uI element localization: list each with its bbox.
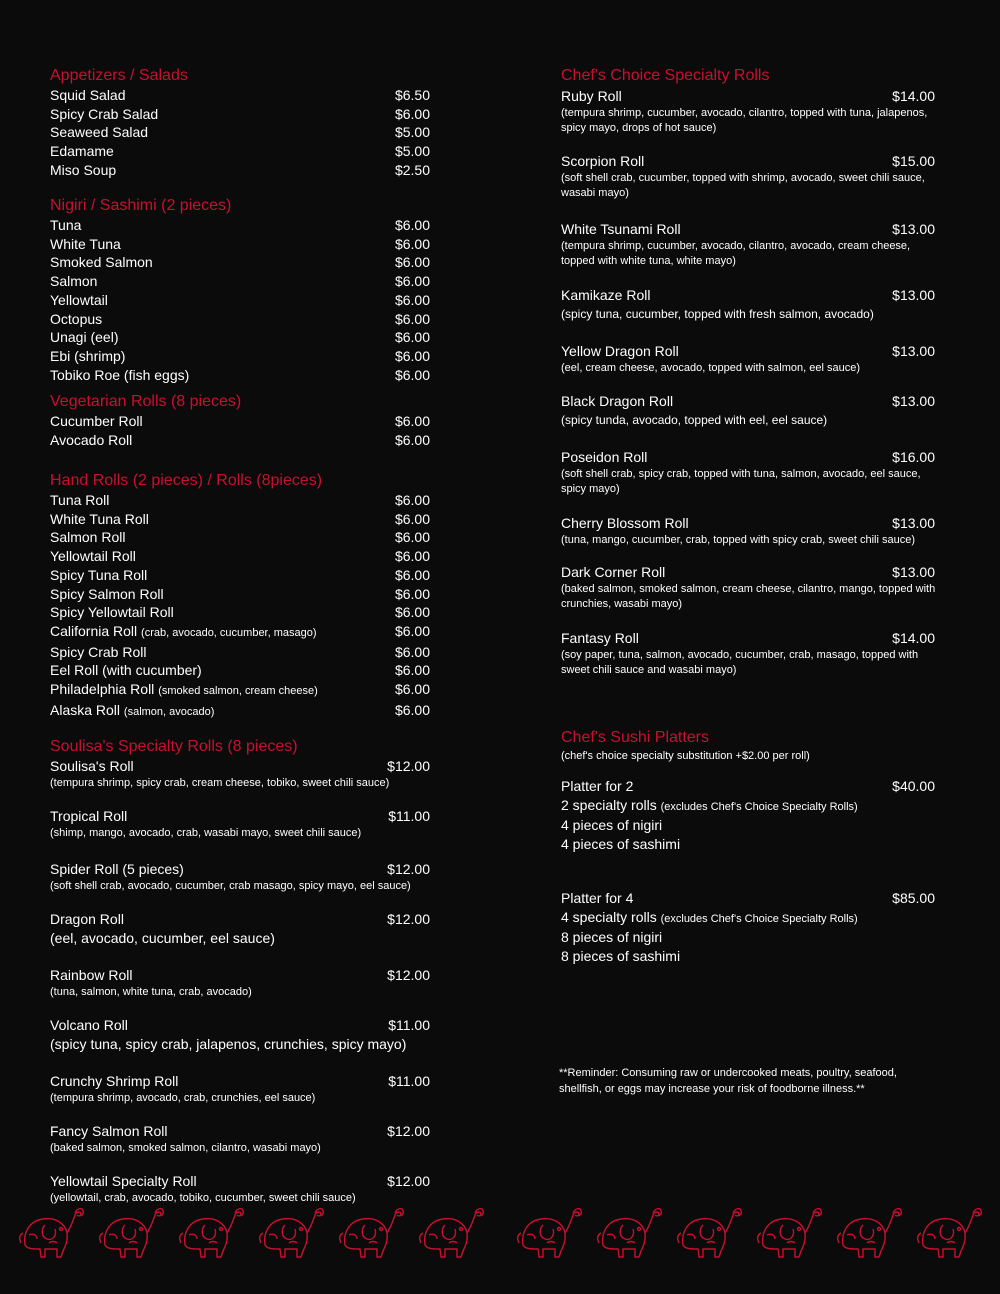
- item-description: (eel, avocado, cucumber, eel sauce): [50, 929, 275, 946]
- item-price: $14.00: [892, 630, 935, 646]
- item-name: Dark Corner Roll: [561, 564, 666, 580]
- item-name: Cherry Blossom Roll: [561, 515, 689, 531]
- section-title: Vegetarian Rolls (8 pieces): [50, 393, 242, 410]
- menu-item: [50, 253, 430, 272]
- item-price: $6.00: [394, 310, 430, 327]
- item-name: [50, 291, 395, 310]
- item-name: [50, 510, 395, 529]
- item-price: $13.00: [892, 393, 935, 409]
- elephant-icon: [673, 1205, 743, 1261]
- item-description: (tempura shrimp, spicy crab, cream cheese, tobiko, sweet chili sauce): [50, 776, 390, 789]
- specialty-roll: [50, 966, 430, 1000]
- item-name: Platter for 2: [561, 778, 634, 794]
- menu-item: [50, 161, 430, 180]
- menu-item: [50, 272, 430, 291]
- item-price: $6.00: [394, 585, 430, 602]
- platter-header: [561, 889, 935, 908]
- item-description: (baked salmon, smoked salmon, cream cheese, cilantro, mango, topped with crunchies, wasabi mayo): [561, 582, 936, 611]
- item-description: (soft shell crab, spicy crab, topped with tuna, salmon, avocado, eel sauce, spicy mayo): [561, 467, 921, 496]
- item-price: $6.00: [394, 510, 430, 527]
- item-name: Fantasy Roll: [561, 630, 639, 646]
- item-name: [50, 585, 395, 604]
- appetizers-section: [50, 66, 430, 180]
- item-name: [50, 431, 395, 450]
- item-price: $13.00: [892, 343, 935, 359]
- item-description: (spicy tuna, cucumber, topped with fresh salmon, avocado): [561, 306, 874, 321]
- item-price: $11.00: [388, 1017, 430, 1033]
- item-price: $12.00: [387, 1173, 430, 1189]
- menu-item: [50, 216, 430, 235]
- item-price: $6.00: [394, 643, 430, 660]
- item-price: $6.00: [394, 273, 430, 290]
- item-name: Rainbow Roll: [50, 967, 133, 983]
- item-price: $6.00: [394, 413, 430, 429]
- item-label: Miso Soup: [50, 161, 117, 178]
- elephant-icon: [335, 1205, 405, 1261]
- elephant-border: [0, 1205, 1000, 1261]
- specialty-roll: [561, 220, 941, 270]
- item-price: $5.00: [394, 143, 430, 160]
- item-price: $6.00: [394, 347, 430, 364]
- vegetarian-section: [50, 392, 430, 449]
- roll-header: [50, 860, 430, 879]
- elephant-icon: [175, 1205, 245, 1261]
- item-price: $12.00: [387, 861, 430, 877]
- specialty-roll: [561, 392, 941, 429]
- item-note: (salmon, avocado): [123, 705, 215, 718]
- specialty-roll: [561, 629, 941, 679]
- soulisa-section: [50, 737, 430, 757]
- item-label: Squid Salad: [50, 87, 126, 103]
- item-name: Black Dragon Roll: [561, 393, 674, 409]
- item-name: Soulisa's Roll: [50, 758, 134, 774]
- item-price: $6.00: [394, 604, 430, 621]
- specialty-roll: [50, 1122, 430, 1156]
- menu-item: [50, 585, 430, 604]
- item-name: [50, 105, 395, 124]
- item-description: (tempura shrimp, avocado, crab, crunchies, eel sauce): [50, 1091, 316, 1104]
- item-label: Spicy Crab Roll: [50, 643, 147, 660]
- item-label: Octopus: [50, 310, 103, 327]
- item-name: [50, 566, 395, 585]
- item-description: (tempura shrimp, cucumber, avocado, cilantro, avocado, cream cheese, topped with white tuna, white mayo): [561, 239, 911, 268]
- roll-header: [561, 448, 935, 467]
- item-price: $14.00: [892, 88, 935, 104]
- item-name: [50, 661, 395, 680]
- specialty-roll: [50, 757, 430, 791]
- item-name: Dragon Roll: [50, 911, 124, 927]
- item-name: [50, 701, 395, 722]
- roll-header: [561, 152, 935, 171]
- item-price: $12.00: [387, 758, 430, 774]
- item-price: $6.00: [394, 329, 430, 346]
- menu-item: [50, 491, 430, 510]
- item-label: Salmon: [50, 273, 98, 290]
- item-name: [50, 328, 395, 347]
- item-description: (tuna, mango, cucumber, crab, topped with spicy crab, sweet chili sauce): [561, 533, 916, 546]
- platter-line: 8 pieces of nigiri: [561, 929, 663, 946]
- platter-line: 8 pieces of sashimi: [561, 948, 681, 965]
- item-price: $85.00: [892, 890, 935, 906]
- menu-item: [50, 547, 430, 566]
- elephant-icon: [255, 1205, 325, 1261]
- item-label: White Tuna Roll: [50, 510, 149, 527]
- elephant-icon: [95, 1205, 165, 1261]
- item-name: [50, 622, 395, 643]
- item-name: [50, 366, 395, 385]
- item-name: White Tsunami Roll: [561, 221, 681, 237]
- item-price: $6.00: [394, 662, 430, 679]
- menu-item: [50, 510, 430, 529]
- specialty-roll: [50, 910, 430, 947]
- menu-item: [50, 431, 430, 450]
- item-name: Yellowtail Specialty Roll: [50, 1173, 197, 1189]
- item-price: $11.00: [388, 808, 430, 824]
- item-description: (soy paper, tuna, salmon, avocado, cucumber, crab, masago, topped with sweet chili sauce and wasabi mayo): [561, 648, 919, 677]
- menu-item: [50, 566, 430, 585]
- item-price: $13.00: [892, 221, 935, 237]
- item-label: White Tuna: [50, 235, 121, 252]
- item-price: $6.00: [394, 681, 430, 698]
- chefs-choice-section: [561, 66, 941, 86]
- item-name: [50, 142, 395, 161]
- item-price: $6.00: [394, 235, 430, 252]
- menu-item: [50, 622, 430, 643]
- item-price: $12.00: [387, 1123, 430, 1139]
- item-price: $6.00: [394, 366, 430, 383]
- menu-item: [50, 603, 430, 622]
- specialty-roll: [50, 1016, 430, 1053]
- specialty-roll: [561, 563, 941, 613]
- platter-note: (excludes Chef's Choice Specialty Rolls): [660, 912, 858, 925]
- item-price: $16.00: [892, 449, 935, 465]
- roll-header: [50, 1016, 430, 1035]
- specialty-roll: [50, 1172, 430, 1206]
- item-price: $13.00: [892, 287, 935, 303]
- item-name: [50, 680, 395, 701]
- item-label: Philadelphia Roll: [50, 681, 155, 698]
- section-title: Chef's Choice Specialty Rolls: [561, 67, 770, 84]
- item-label: Eel Roll (with cucumber): [50, 662, 202, 679]
- elephant-icon: [415, 1205, 485, 1261]
- item-label: Unagi (eel): [50, 329, 119, 346]
- menu-item: [50, 347, 430, 366]
- item-name: [50, 412, 395, 431]
- menu-item: [50, 105, 430, 124]
- item-price: $6.00: [394, 622, 430, 639]
- roll-header: [50, 1072, 430, 1091]
- item-price: $12.00: [387, 967, 430, 983]
- elephant-icon: [913, 1205, 983, 1261]
- item-label: Smoked Salmon: [50, 254, 153, 271]
- item-name: [50, 603, 395, 622]
- item-label: Yellowtail: [50, 291, 108, 308]
- item-label: California Roll: [50, 622, 138, 639]
- platter-line: [561, 796, 941, 817]
- roll-header: [561, 392, 935, 411]
- item-name: [50, 253, 395, 272]
- item-name: [50, 216, 395, 235]
- menu-item: [50, 123, 430, 142]
- specialty-roll: [561, 152, 941, 202]
- platter-rolls: 4 specialty rolls: [561, 908, 657, 925]
- roll-header: [50, 1122, 430, 1141]
- menu-item: [50, 701, 430, 722]
- roll-header: [50, 807, 430, 826]
- elephant-icon: [15, 1205, 85, 1261]
- elephant-icon: [833, 1205, 903, 1261]
- item-label: Tuna Roll: [50, 492, 110, 508]
- item-price: $6.00: [394, 291, 430, 308]
- item-label: Spicy Crab Salad: [50, 105, 159, 122]
- section-title: Appetizers / Salads: [50, 67, 188, 84]
- menu-item: [50, 310, 430, 329]
- item-description: (shimp, mango, avocado, crab, wasabi mayo, sweet chili sauce): [50, 826, 362, 839]
- elephant-icon: [513, 1205, 583, 1261]
- item-price: $15.00: [892, 153, 935, 169]
- item-note: (smoked salmon, cream cheese): [158, 685, 318, 698]
- menu-item: [50, 366, 430, 385]
- specialty-roll: [561, 514, 941, 548]
- roll-header: [50, 910, 430, 929]
- item-label: Spicy Yellowtail Roll: [50, 604, 174, 621]
- item-name: [50, 86, 395, 105]
- specialty-roll: [50, 1072, 430, 1106]
- item-name: Yellow Dragon Roll: [561, 343, 679, 359]
- item-name: [50, 235, 395, 254]
- item-price: $6.50: [394, 87, 430, 103]
- specialty-roll: [561, 342, 941, 376]
- item-description: (tempura shrimp, cucumber, avocado, cilantro, topped with tuna, jalapenos, spicy mayo, drops of hot sauce): [561, 106, 928, 135]
- item-name: [50, 161, 395, 180]
- menu-item: [50, 528, 430, 547]
- item-name: Tropical Roll: [50, 808, 128, 824]
- item-price: $11.00: [388, 1073, 430, 1089]
- reminder-line: **Reminder: Consuming raw or undercooked meats, poultry, seafood,: [559, 1067, 897, 1079]
- item-name: [50, 123, 395, 142]
- item-name: Fancy Salmon Roll: [50, 1123, 168, 1139]
- item-description: (spicy tunda, avocado, topped with eel, eel sauce): [561, 412, 828, 427]
- platters-section: [561, 728, 941, 764]
- item-price: $12.00: [387, 911, 430, 927]
- platters-subtitle: (chef's choice specialty substitution +$2.00 per roll): [561, 750, 810, 762]
- item-price: $6.00: [394, 566, 430, 583]
- item-description: (yellowtail, crab, avocado, tobiko, cucumber, sweet chili sauce): [50, 1191, 356, 1204]
- item-label: Edamame: [50, 143, 114, 160]
- roll-header: [561, 87, 935, 106]
- item-price: $6.00: [394, 217, 430, 233]
- roll-header: [50, 757, 430, 776]
- specialty-roll: [50, 807, 430, 841]
- roll-header: [561, 286, 935, 305]
- menu-item: [50, 680, 430, 701]
- item-label: Ebi (shrimp): [50, 347, 126, 364]
- section-title: Hand Rolls (2 pieces) / Rolls (8pieces): [50, 472, 323, 489]
- item-name: [50, 491, 395, 510]
- item-name: [50, 643, 395, 662]
- item-label: Alaska Roll: [50, 701, 121, 718]
- item-label: Tobiko Roe (fish eggs): [50, 366, 190, 383]
- item-name: Scorpion Roll: [561, 153, 645, 169]
- item-price: $6.00: [394, 254, 430, 271]
- section-title: Soulisa's Specialty Rolls (8 pieces): [50, 738, 298, 755]
- menu-item: [50, 86, 430, 105]
- item-name: Spider Roll (5 pieces): [50, 861, 184, 877]
- item-price: $6.00: [394, 431, 430, 448]
- platter-rolls: 2 specialty rolls: [561, 796, 657, 813]
- item-name: Volcano Roll: [50, 1017, 128, 1033]
- item-price: $6.00: [394, 105, 430, 122]
- item-note: (crab, avocado, cucumber, masago): [141, 626, 317, 639]
- elephant-icon: [753, 1205, 823, 1261]
- item-label: Cucumber Roll: [50, 413, 143, 429]
- item-label: Avocado Roll: [50, 431, 133, 448]
- item-price: $2.50: [394, 161, 430, 178]
- specialty-roll: [561, 448, 941, 498]
- menu-item: [50, 661, 430, 680]
- specialty-roll: [50, 860, 430, 894]
- menu-item: [50, 643, 430, 662]
- item-description: (soft shell crab, cucumber, topped with shrimp, avocado, sweet chili sauce, wasabi mayo): [561, 171, 925, 200]
- item-description: (baked salmon, smoked salmon, cilantro, wasabi mayo): [50, 1141, 321, 1154]
- item-description: (soft shell crab, avocado, cucumber, crab masago, spicy mayo, eel sauce): [50, 879, 411, 892]
- item-label: Spicy Salmon Roll: [50, 585, 164, 602]
- item-name: [50, 272, 395, 291]
- menu-item: [50, 412, 430, 431]
- item-price: $13.00: [892, 515, 935, 531]
- item-price: $6.00: [394, 529, 430, 546]
- nigiri-section: [50, 196, 430, 384]
- specialty-roll: [561, 87, 941, 137]
- section-title: Nigiri / Sashimi (2 pieces): [50, 197, 232, 214]
- menu-item: [50, 328, 430, 347]
- roll-header: [561, 342, 935, 361]
- elephant-icon: [593, 1205, 663, 1261]
- item-price: $6.00: [394, 548, 430, 565]
- item-description: (eel, cream cheese, avocado, topped with salmon, eel sauce): [561, 361, 860, 374]
- roll-header: [50, 1172, 430, 1191]
- item-label: Tuna: [50, 217, 82, 233]
- item-price: $6.00: [394, 492, 430, 508]
- platter-line: 4 pieces of sashimi: [561, 836, 681, 853]
- hand-rolls-section: [50, 471, 430, 721]
- menu-item: [50, 235, 430, 254]
- roll-header: [50, 966, 430, 985]
- item-price: $6.00: [394, 701, 430, 718]
- roll-header: [561, 514, 935, 533]
- item-name: Crunchy Shrimp Roll: [50, 1073, 179, 1089]
- reminder-line: shellfish, or eggs may increase your risk of foodborne illness.**: [559, 1083, 865, 1095]
- menu-item: [50, 291, 430, 310]
- item-name: Poseidon Roll: [561, 449, 648, 465]
- item-price: $40.00: [892, 778, 935, 794]
- platter: [561, 889, 941, 966]
- platter-header: [561, 777, 935, 796]
- item-name: [50, 347, 395, 366]
- item-description: (spicy tuna, spicy crab, jalapenos, crunchies, spicy mayo): [50, 1035, 407, 1052]
- item-name: [50, 547, 395, 566]
- health-reminder: [559, 1065, 944, 1097]
- roll-header: [561, 220, 935, 239]
- item-label: Salmon Roll: [50, 529, 126, 546]
- roll-header: [561, 563, 935, 582]
- platter-line: 4 pieces of nigiri: [561, 817, 663, 834]
- item-name: Platter for 4: [561, 890, 634, 906]
- platter-note: (excludes Chef's Choice Specialty Rolls): [660, 800, 858, 813]
- item-label: Seaweed Salad: [50, 124, 149, 141]
- menu-item: [50, 142, 430, 161]
- section-title: Chef's Sushi Platters: [561, 729, 710, 746]
- item-description: (tuna, salmon, white tuna, crab, avocado): [50, 985, 252, 998]
- item-price: $13.00: [892, 564, 935, 580]
- platter: [561, 777, 941, 854]
- roll-header: [561, 629, 935, 648]
- specialty-roll: [561, 286, 941, 323]
- item-label: Spicy Tuna Roll: [50, 566, 148, 583]
- item-name: [50, 310, 395, 329]
- item-label: Yellowtail Roll: [50, 548, 136, 565]
- item-name: Ruby Roll: [561, 88, 622, 104]
- item-name: [50, 528, 395, 547]
- item-name: Kamikaze Roll: [561, 287, 651, 303]
- item-price: $5.00: [394, 124, 430, 141]
- platter-line: [561, 908, 941, 929]
